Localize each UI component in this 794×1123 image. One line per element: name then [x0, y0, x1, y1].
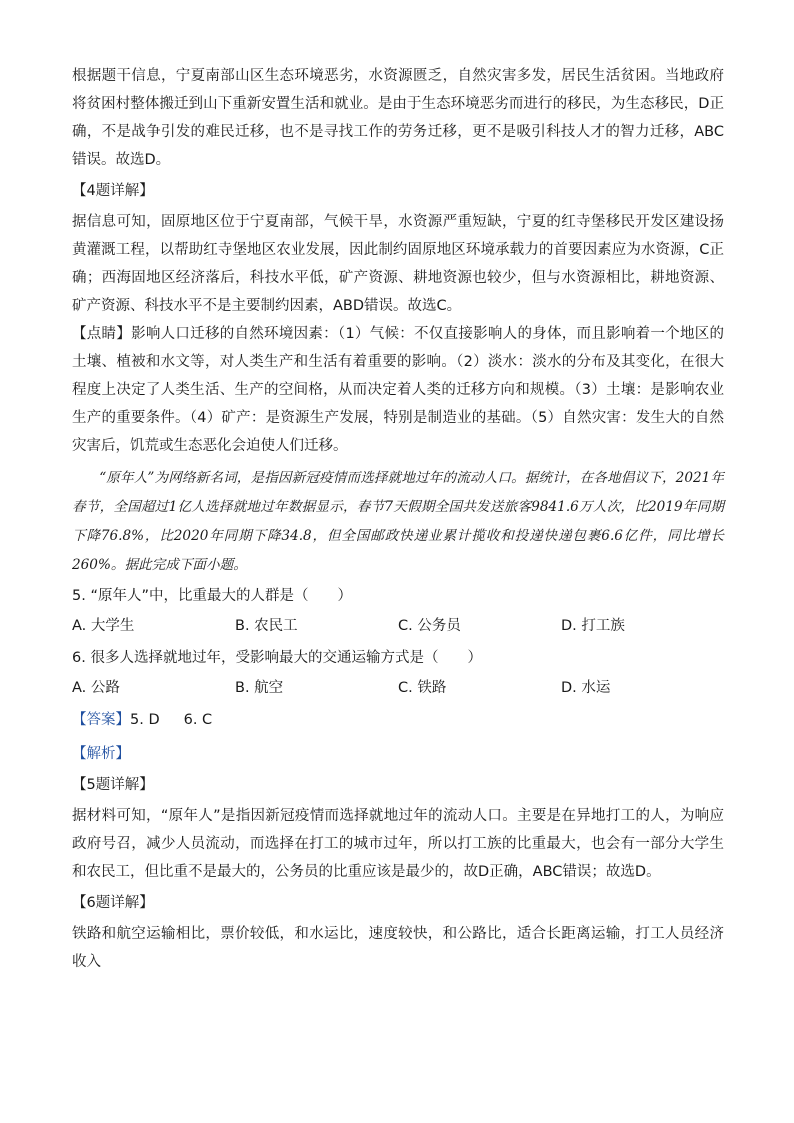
- analysis-label: 【解析】: [72, 746, 130, 762]
- q5-option-d: D. 打工族: [561, 618, 625, 634]
- answer-5: 5. D: [130, 712, 160, 728]
- q5-option-b: B. 农民工: [235, 618, 298, 634]
- document-page: [72, 62, 724, 976]
- q4-detail-text: 据信息可知，固原地区位于宁夏南部，气候干旱，水资源严重短缺，宁夏的红寺堡移民开发区建设扬黄灌溉工程，以帮助红寺堡地区农业发展，因此制约固原地区环境承载力的首要因素应为水资源，C正确；西海固地区经济落后，科技水平低，矿产资源、耕地资源也较少，但与水资源相比，耕地资源、矿产资源、科技水平不是主要制约因素，ABD错误。故选C。: [72, 214, 724, 314]
- answer-6: 6. C: [183, 712, 213, 728]
- q5-option-a: A. 大学生: [72, 618, 135, 634]
- question-6: 6. 很多人选择就地过年，受影响最大的交通运输方式是（ ）: [72, 650, 482, 666]
- q6-detail-text: 铁路和航空运输相比，票价较低，和水运比，速度较快，和公路比，适合长距离运输，打工人员经济收入: [72, 926, 724, 970]
- explanation-paragraph-q3: 根据题干信息，宁夏南部山区生态环境恶劣，水资源匮乏，自然灾害多发，居民生活贫困。当地政府将贫困村整体搬迁到山下重新安置生活和就业。是由于生态环境恶劣而进行的移民，为生态移民，D正确，不是战争引发的难民迁移，也不是寻找工作的劳务迁移，更不是吸引科技人才的智力迁移，ABC错误。故选D。: [72, 68, 724, 168]
- tip-label: 【点睛】: [72, 326, 132, 342]
- q5-detail-text: 据材料可知，“原年人”是指因新冠疫情而选择就地过年的流动人口。主要是在异地打工的人，为响应政府号召，减少人员流动，而选择在打工的城市过年，所以打工族的比重最大，也会有一部分大学生和农民工，但比重不是最大的，公务员的比重应该是最少的，故D正确，ABC错误；故选D。: [72, 808, 724, 880]
- answer-label: 【答案】: [72, 712, 130, 728]
- q5-option-c: C. 公务员: [398, 618, 461, 634]
- q6-option-d: D. 水运: [561, 680, 611, 696]
- tip-paragraph: [72, 320, 724, 460]
- q6-option-b: B. 航空: [235, 680, 284, 696]
- question-5-options: [72, 612, 724, 640]
- q6-option-c: C. 铁路: [398, 680, 447, 696]
- tip-text: 影响人口迁移的自然环境因素：（1）气候：不仅直接影响人的身体，而且影响着一个地区的土壤、植被和水文等，对人类生产和生活有着重要的影响。（2）淡水：淡水的分布及其变化，在很大程度上决定了人类生活、生产的空间格，从而决定着人类的迁移方向和规模。（3）土壤：是影响农业生产的重要条件。（4）矿产：是资源生产发展，特别是制造业的基础。（5）自然灾害：发生大的自然灾害后，饥荒或生态恶化会迫使人们迁移。: [72, 326, 724, 454]
- reading-material: “原年人”为网络新名词，是指因新冠疫情而选择就地过年的流动人口。据统计，在各地倡议下，2021年春节，全国超过1亿人选择就地过年数据显示，春节7天假期全国共发送旅客9841.6万人次，比2019年同期下降76.8%，比2020年同期下降34.8，但全国邮政快递业累计揽收和投递快递包裹6.6亿件，同比增长260%。据此完成下面小题。: [72, 470, 724, 573]
- answer-line: [72, 706, 724, 734]
- question-6-options: [72, 674, 724, 702]
- q5-detail-heading: 【5题详解】: [72, 777, 154, 793]
- q6-option-a: A. 公路: [72, 680, 120, 696]
- q6-detail-heading: 【6题详解】: [72, 895, 154, 911]
- q4-detail-heading: 【4题详解】: [72, 183, 154, 199]
- question-5: 5. “原年人”中，比重最大的人群是（ ）: [72, 588, 352, 604]
